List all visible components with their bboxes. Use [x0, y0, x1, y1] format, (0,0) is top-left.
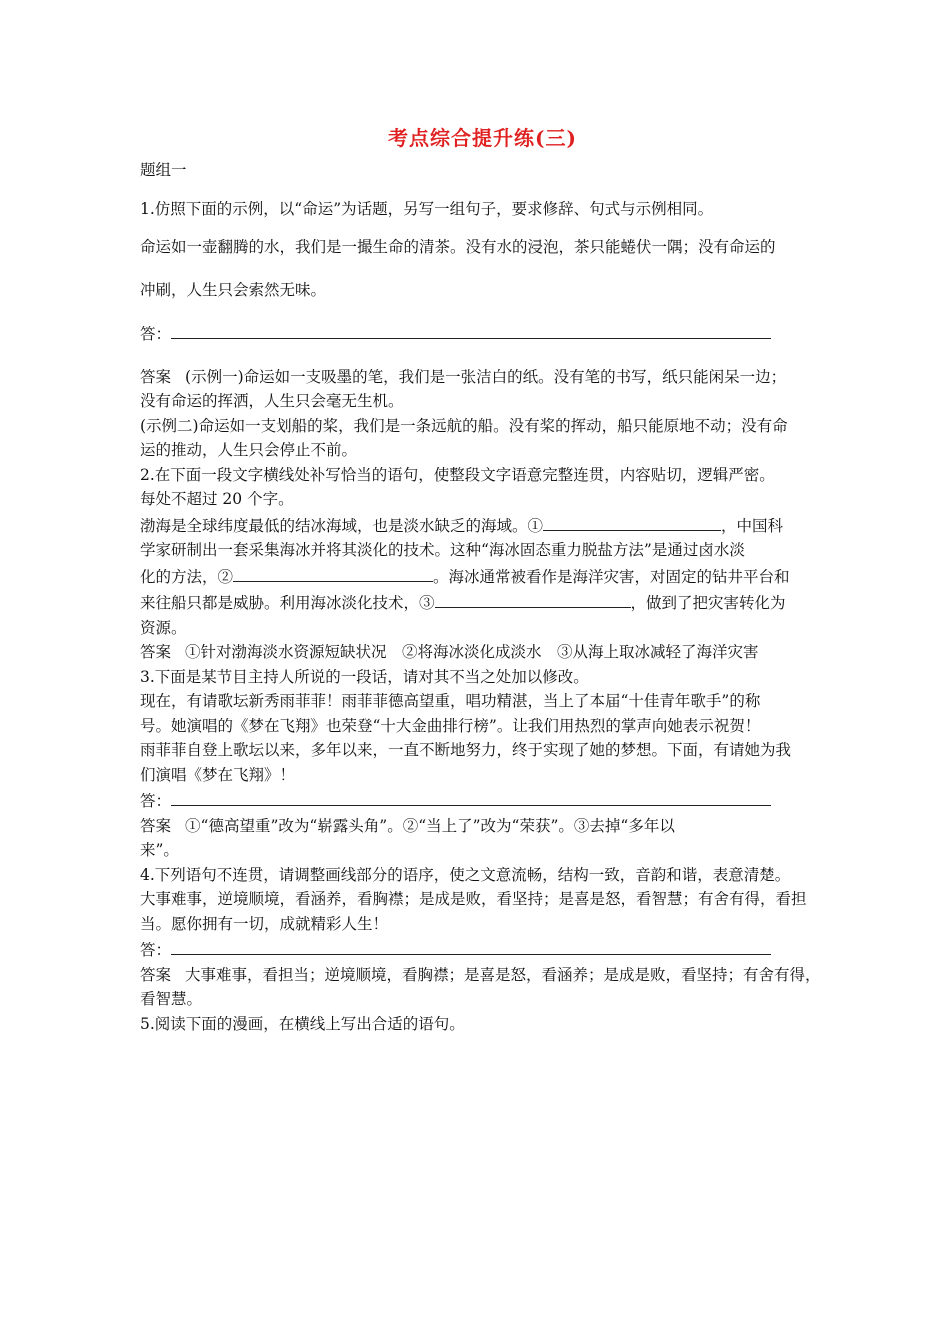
q3-text-line4: 们演唱《梦在飞翔》！ — [140, 765, 296, 784]
q4-answer-line2: 看智慧。 — [140, 990, 203, 1008]
q2-answer: 答案 ①针对渤海淡水资源短缺状况 ②将海冰淡化成淡水 ③从海上取冰减轻了海洋灾害 — [140, 643, 759, 661]
document-page — [140, 118, 825, 1036]
group-heading: 题组一 — [140, 161, 187, 179]
q4-answer-field: 答： — [140, 936, 825, 963]
q4-text-line1: 大事难事，逆境顺境，看涵养，看胸襟；是成是败，看坚持；是喜是怒，看智慧；有舍有得，看担 — [140, 890, 807, 908]
q2-text-line5: 资源。 — [140, 618, 187, 637]
q2-prompt-line2: 每处不超过 20 个字。 — [140, 490, 294, 508]
q1-answer2-line2: 运的推动，人生只会停止不前。 — [140, 441, 358, 459]
q2-text-line1: 渤海是全球纬度最低的结冰海域，也是淡水缺乏的海域。① ，中国科 — [140, 512, 825, 539]
q3-text-line2: 号。她演唱的《梦在飞翔》也荣登“十大金曲排行榜”。让我们用热烈的掌声向她表示祝贺！ — [140, 716, 761, 735]
q2-text-line3: 化的方法，② 。海冰通常被看作是海洋灾害，对固定的钻井平台和 — [140, 563, 825, 590]
q1-example-line1: 命运如一壶翻腾的水，我们是一撮生命的清茶。没有水的浸泡，茶只能蜷伏一隅；没有命运的 — [140, 238, 776, 256]
q4-answer-blank[interactable] — [171, 936, 771, 955]
q2-blank-2[interactable] — [233, 563, 433, 582]
q2-text-line4: 来往船只都是威胁。利用海冰淡化技术，③ ，做到了把灾害转化为 — [140, 589, 825, 616]
q1-answer1-line2: 没有命运的挥洒，人生只会毫无生机。 — [140, 392, 404, 410]
q2-blank-3[interactable] — [435, 589, 631, 608]
q3-answer-line1: 答案 ①“德高望重”改为“崭露头角”。②“当上了”改为“荣获”。③去掉“多年以 — [140, 816, 675, 835]
answer-label: 答案 — [140, 367, 172, 386]
q1-example-line2: 冲刷，人生只会索然无味。 — [140, 280, 327, 299]
page-title: 考点综合提升练(三) — [388, 126, 577, 150]
q5-prompt: 5.阅读下面的漫画，在横线上写出合适的语句。 — [140, 1014, 465, 1033]
q4-prompt: 4.下列语句不连贯，请调整画线部分的语序，使之文意流畅，结构一致，音韵和谐，表意清楚。 — [140, 865, 791, 884]
q3-prompt: 3.下面是某节目主持人所说的一段话，请对其不当之处加以修改。 — [140, 667, 589, 686]
q4-answer-line1: 答案 大事难事，看担当；逆境顺境，看胸襟；是喜是怒，看涵养；是成是败，看坚持；有舍有得， — [140, 965, 821, 984]
q3-answer-blank[interactable] — [171, 787, 771, 806]
q1-answer-field — [140, 320, 825, 347]
q3-answer-line2: 来”。 — [140, 841, 179, 859]
q1-prompt: 1.仿照下面的示例，以“命运”为话题，另写一组句子，要求修辞、句式与示例相同。 — [140, 199, 714, 218]
q3-text-line1: 现在，有请歌坛新秀雨菲菲！雨菲菲德高望重，唱功精湛，当上了本届“十佳青年歌手”的称 — [140, 692, 761, 710]
q4-text-line2: 当。愿你拥有一切，成就精彩人生！ — [140, 914, 389, 933]
q2-prompt-line1: 2.在下面一段文字横线处补写恰当的语句，使整段文字语意完整连贯，内容贴切，逻辑严密。 — [140, 465, 775, 484]
q2-blank-1[interactable] — [543, 512, 721, 531]
q1-answer-blank[interactable] — [171, 320, 771, 339]
q3-answer-field: 答： — [140, 787, 825, 814]
q1-answer2-line1: (示例二)命运如一支划船的桨，我们是一条远航的船。没有桨的挥动，船只能原地不动；没有命 — [140, 416, 788, 435]
q3-text-line3: 雨菲菲自登上歌坛以来，多年以来，一直不断地努力，终于实现了她的梦想。下面，有请她为我 — [140, 741, 792, 759]
answer-prompt: 答： — [140, 325, 172, 343]
q2-text-line2: 学家研制出一套采集海冰并将其淡化的技术。这种“海冰固态重力脱盐方法”是通过卤水淡 — [140, 541, 745, 559]
q1-answer1-line1: 答案 (示例一)命运如一支吸墨的笔，我们是一张洁白的纸。没有笔的书写，纸只能闲呆一边； — [140, 367, 787, 386]
